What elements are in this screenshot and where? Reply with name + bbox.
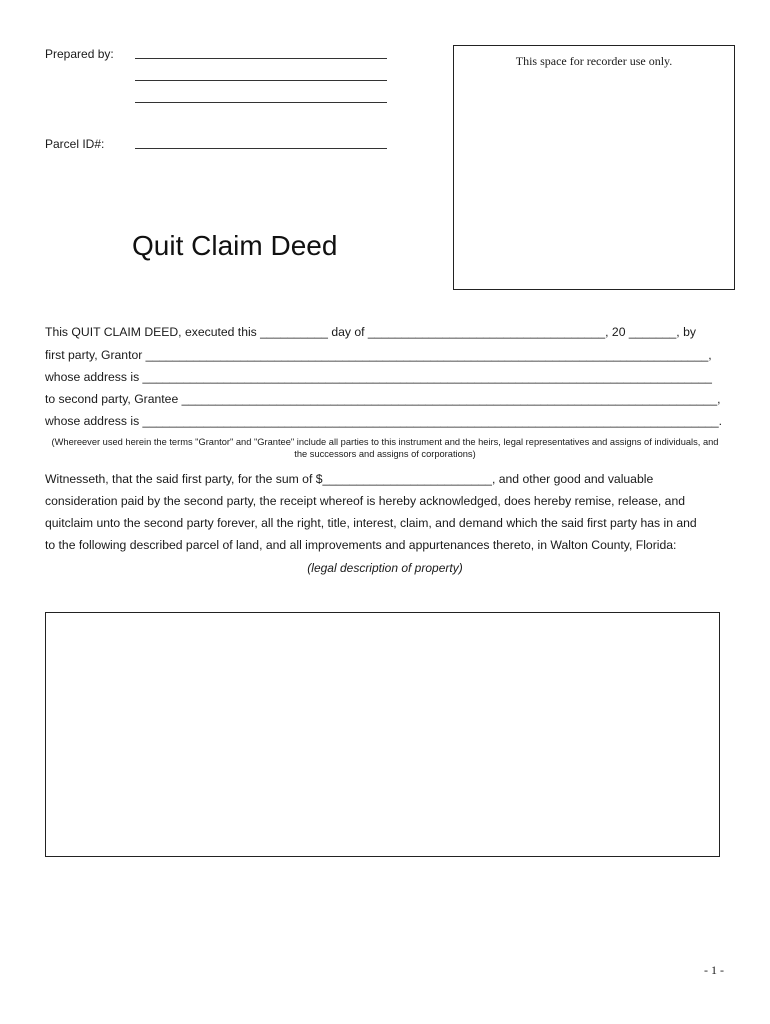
page-title: Quit Claim Deed [132, 230, 338, 261]
page-number: - 1 - [704, 963, 724, 977]
deed-line-grantee-address: whose address is _____________________________________________________________________________________. [45, 414, 723, 428]
definitions-note: (Whereever used herein the terms "Grantor" and "Grantee" include all parties to this instrument and the heirs, legal representatives and assigns of individuals, and the successors and assigns of corporations) [51, 437, 719, 459]
deed-line-grantor: first party, Grantor ___________________________________________________________________________________, [45, 348, 712, 362]
recorder-box [453, 45, 735, 290]
prepared-by-field-1[interactable] [135, 58, 387, 59]
legal-description-caption: (legal description of property) [307, 561, 463, 575]
deed-line-grantee: to second party, Grantee _______________________________________________________________________________, [45, 392, 721, 406]
legal-description-box[interactable] [45, 612, 720, 857]
witnesseth-line-3: quitclaim unto the second party forever, all the right, title, interest, claim, and demand which the said first party has in and [45, 516, 697, 530]
deed-line-grantor-address: whose address is ____________________________________________________________________________________ [45, 370, 712, 384]
parcel-id-label: Parcel ID#: [45, 137, 105, 151]
prepared-by-field-3[interactable] [135, 102, 387, 103]
witnesseth-line-2: consideration paid by the second party, the receipt whereof is hereby acknowledged, does hereby remise, release, and [45, 494, 685, 508]
prepared-by-field-2[interactable] [135, 80, 387, 81]
witnesseth-line-1: Witnesseth, that the said first party, for the sum of $_________________________, and other good and valuable [45, 472, 654, 486]
witnesseth-line-4: to the following described parcel of land, and all improvements and appurtenances thereto, in Walton County, Florida: [45, 538, 677, 552]
recorder-note: This space for recorder use only. [515, 54, 673, 68]
prepared-by-label: Prepared by: [45, 47, 114, 61]
deed-line-executed: This QUIT CLAIM DEED, executed this __________ day of ___________________________________, 20 _______, by [45, 325, 696, 339]
parcel-id-field[interactable] [135, 148, 387, 149]
